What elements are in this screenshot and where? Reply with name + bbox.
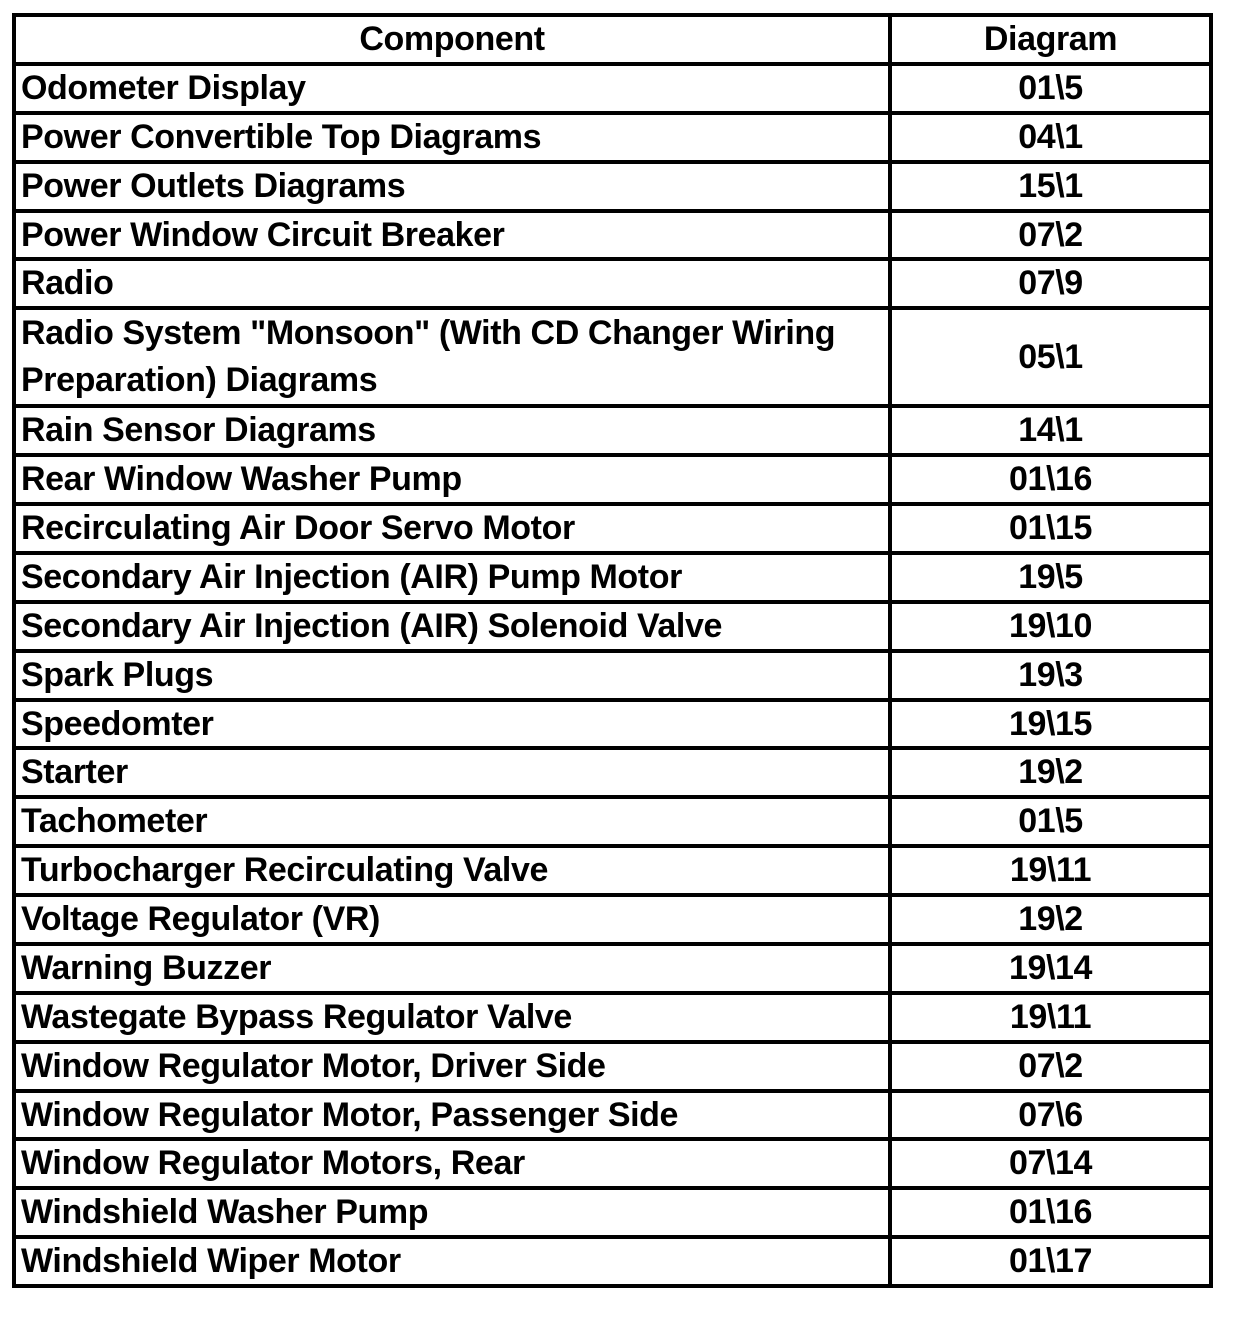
component-cell: Recirculating Air Door Servo Motor	[14, 504, 890, 553]
diagram-cell: 19\15	[890, 700, 1211, 749]
table-row	[14, 308, 1211, 406]
component-cell: Speedomter	[14, 700, 890, 749]
component-diagram-table	[12, 13, 1213, 1288]
component-cell: Power Convertible Top Diagrams	[14, 113, 890, 162]
table-row	[14, 993, 1211, 1042]
table-row	[14, 259, 1211, 308]
diagram-cell: 04\1	[890, 113, 1211, 162]
table-row	[14, 602, 1211, 651]
component-cell: Starter	[14, 748, 890, 797]
table-row	[14, 504, 1211, 553]
component-cell: Secondary Air Injection (AIR) Solenoid Valve	[14, 602, 890, 651]
component-cell: Turbocharger Recirculating Valve	[14, 846, 890, 895]
component-cell: Windshield Wiper Motor	[14, 1237, 890, 1286]
diagram-cell: 19\5	[890, 553, 1211, 602]
table-row	[14, 1188, 1211, 1237]
table-row	[14, 113, 1211, 162]
diagram-cell: 07\2	[890, 211, 1211, 260]
component-cell: Rear Window Washer Pump	[14, 455, 890, 504]
table-row	[14, 700, 1211, 749]
table-row	[14, 1237, 1211, 1286]
component-cell: Spark Plugs	[14, 651, 890, 700]
table-header	[14, 15, 1211, 64]
table-row	[14, 748, 1211, 797]
diagram-cell: 01\16	[890, 1188, 1211, 1237]
component-cell: Rain Sensor Diagrams	[14, 406, 890, 455]
diagram-cell: 05\1	[890, 308, 1211, 406]
table-row	[14, 553, 1211, 602]
column-header-diagram: Diagram	[890, 15, 1211, 64]
table-row	[14, 846, 1211, 895]
table-row	[14, 455, 1211, 504]
component-cell: Radio	[14, 259, 890, 308]
table-row	[14, 797, 1211, 846]
diagram-cell: 19\11	[890, 846, 1211, 895]
table-row	[14, 895, 1211, 944]
diagram-cell: 07\2	[890, 1042, 1211, 1091]
table-row	[14, 162, 1211, 211]
diagram-cell: 14\1	[890, 406, 1211, 455]
diagram-cell: 01\5	[890, 797, 1211, 846]
table-body	[14, 64, 1211, 1286]
component-cell: Odometer Display	[14, 64, 890, 113]
table-row	[14, 64, 1211, 113]
component-cell: Secondary Air Injection (AIR) Pump Motor	[14, 553, 890, 602]
diagram-cell: 19\14	[890, 944, 1211, 993]
component-diagram-table-container	[12, 13, 1209, 1288]
table-row	[14, 1091, 1211, 1140]
diagram-cell: 19\3	[890, 651, 1211, 700]
component-cell: Window Regulator Motors, Rear	[14, 1139, 890, 1188]
table-row	[14, 211, 1211, 260]
diagram-cell: 19\11	[890, 993, 1211, 1042]
table-row	[14, 651, 1211, 700]
component-cell: Wastegate Bypass Regulator Valve	[14, 993, 890, 1042]
diagram-cell: 01\15	[890, 504, 1211, 553]
component-cell: Window Regulator Motor, Driver Side	[14, 1042, 890, 1091]
diagram-cell: 19\2	[890, 895, 1211, 944]
component-cell: Power Window Circuit Breaker	[14, 211, 890, 260]
diagram-cell: 19\10	[890, 602, 1211, 651]
component-cell: Voltage Regulator (VR)	[14, 895, 890, 944]
table-row	[14, 1139, 1211, 1188]
diagram-cell: 01\17	[890, 1237, 1211, 1286]
table-row	[14, 1042, 1211, 1091]
diagram-cell: 07\14	[890, 1139, 1211, 1188]
table-header-row	[14, 15, 1211, 64]
diagram-cell: 01\16	[890, 455, 1211, 504]
component-cell: Tachometer	[14, 797, 890, 846]
component-cell: Windshield Washer Pump	[14, 1188, 890, 1237]
component-cell: Radio System "Monsoon" (With CD Changer Wiring Preparation) Diagrams	[14, 308, 890, 406]
diagram-cell: 15\1	[890, 162, 1211, 211]
column-header-component: Component	[14, 15, 890, 64]
diagram-cell: 07\6	[890, 1091, 1211, 1140]
diagram-cell: 07\9	[890, 259, 1211, 308]
diagram-cell: 01\5	[890, 64, 1211, 113]
component-cell: Power Outlets Diagrams	[14, 162, 890, 211]
table-row	[14, 406, 1211, 455]
diagram-cell: 19\2	[890, 748, 1211, 797]
component-cell: Warning Buzzer	[14, 944, 890, 993]
component-cell: Window Regulator Motor, Passenger Side	[14, 1091, 890, 1140]
table-row	[14, 944, 1211, 993]
